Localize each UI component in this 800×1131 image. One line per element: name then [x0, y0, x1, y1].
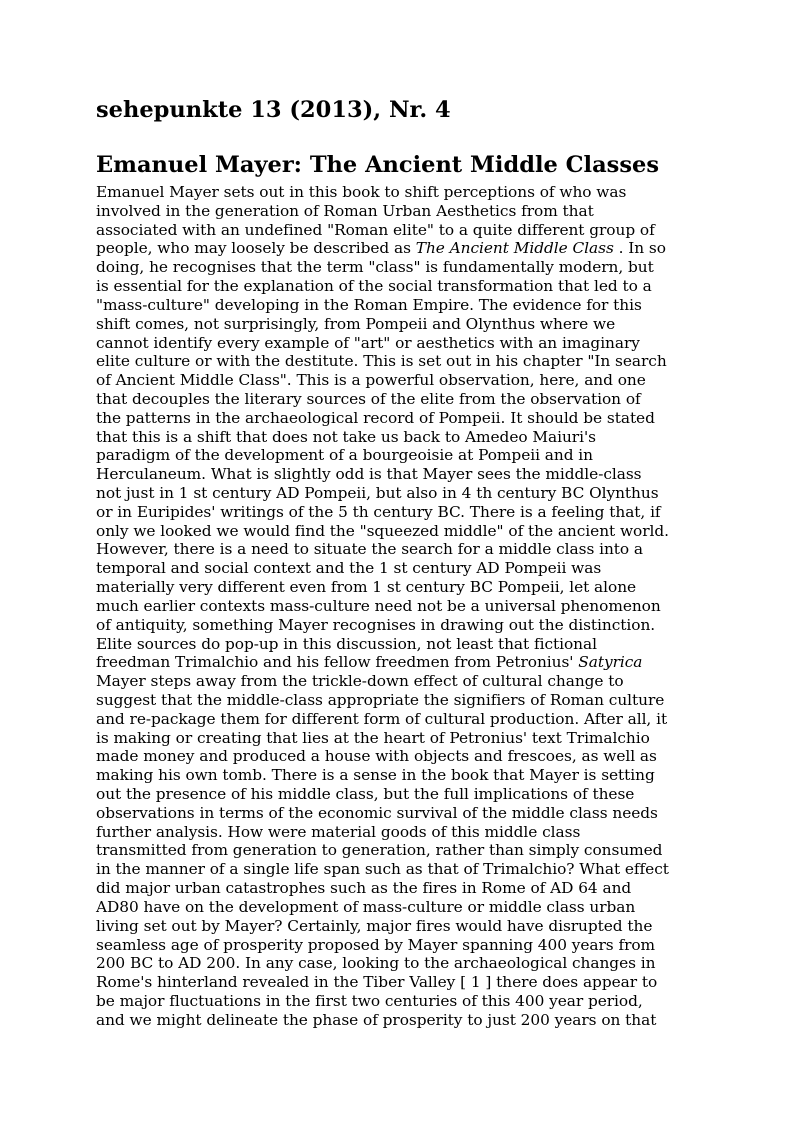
body-text-line: AD80 have on the development of mass-culture or middle class urban — [96, 897, 636, 916]
body-text-line: further analysis. How were material goods of this middle class — [96, 822, 581, 841]
body-text-line: temporal and social context and the 1 st century AD Pompeii was — [96, 559, 602, 578]
body-text-line: or in Euripides' writings of the 5 th century BC. There is a feeling that, if — [96, 502, 661, 521]
body-text-line: that decouples the literary sources of the elite from the observation of — [96, 389, 641, 408]
body-text-line: Mayer steps away from the trickle-down effect of cultural change to — [96, 672, 624, 691]
body-text-line: However, there is a need to situate the search for a middle class into a — [96, 540, 644, 559]
body-text-line: and we might delineate the phase of prosperity to just 200 years on that — [96, 1010, 657, 1029]
body-text-line: suggest that the middle-class appropriate the signifiers of Roman culture — [96, 690, 665, 709]
body-text-line: is making or creating that lies at the heart of Petronius' text Trimalchio — [96, 728, 650, 747]
body-text-line: in the manner of a single life span such as that of Trimalchio? What effect — [96, 860, 669, 879]
body-text-line: paradigm of the development of a bourgeoisie at Pompeii and in — [96, 446, 593, 465]
body-text-line: people, who may loosely be described as The Ancient Middle Class . In so — [96, 239, 666, 258]
body-text-line: associated with an undefined "Roman elite" to a quite different group of — [96, 220, 655, 239]
body-text-line: of Ancient Middle Class". This is a powerful observation, here, and one — [96, 371, 646, 390]
body-text-line: seamless age of prosperity proposed by Mayer spanning 400 years from — [96, 935, 656, 954]
body-text-line: materially very different even from 1 st century BC Pompeii, let alone — [96, 578, 637, 597]
document-page — [96, 92, 708, 1030]
body-text-line: making his own tomb. There is a sense in the book that Mayer is setting — [96, 766, 655, 785]
body-text-line: made money and produced a house with objects and frescoes, as well as — [96, 747, 657, 766]
body-text-line: 200 BC to AD 200. In any case, looking to the archaeological changes in — [96, 954, 656, 973]
body-text-line: "mass-culture" developing in the Roman Empire. The evidence for this — [96, 295, 642, 314]
body-text-line: Herculaneum. What is slightly odd is that Mayer sees the middle-class — [96, 465, 642, 484]
body-text-line: the patterns in the archaeological record of Pompeii. It should be stated — [96, 408, 655, 427]
body-text-line: shift comes, not surprisingly, from Pompeii and Olynthus where we — [96, 314, 616, 333]
body-text-line: living set out by Mayer? Certainly, major fires would have disrupted the — [96, 916, 653, 935]
body-text-line: be major fluctuations in the first two centuries of this 400 year period, — [96, 991, 643, 1010]
italic-title: The Ancient Middle Class — [415, 239, 614, 258]
body-text-line: Emanuel Mayer sets out in this book to shift perceptions of who was — [96, 183, 627, 201]
body-text-line: Rome's hinterland revealed in the Tiber Valley [ 1 ] there does appear to — [96, 973, 658, 992]
journal-title: sehepunkte 13 (2013), Nr. 4 — [96, 97, 451, 123]
italic-title: Satyrica — [578, 653, 643, 672]
article-title: Emanuel Mayer: The Ancient Middle Classes — [96, 152, 659, 178]
body-text-line: cannot identify every example of "art" or aesthetics with an imaginary — [96, 333, 640, 352]
body-text-line: that this is a shift that does not take us back to Amedeo Maiuri's — [96, 427, 596, 446]
body-text-line: Elite sources do pop-up in this discussion, not least that fictional — [96, 634, 597, 653]
body-text-line: involved in the generation of Roman Urban Aesthetics from that — [96, 201, 594, 220]
body-text-line: of antiquity, something Mayer recognises in drawing out the distinction. — [96, 615, 656, 634]
body-text-line: out the presence of his middle class, but the full implications of these — [96, 785, 635, 803]
body-text-line: only we looked we would find the "squeezed middle" of the ancient world. — [96, 521, 669, 540]
body-text-line: did major urban catastrophes such as the fires in Rome of AD 64 and — [96, 879, 632, 898]
body-text-line: is essential for the explanation of the social transformation that led to a — [96, 277, 652, 296]
body-text-line: much earlier contexts mass-culture need not be a universal phenomenon — [96, 596, 661, 615]
body-text-line: doing, he recognises that the term "class" is fundamentally modern, but — [96, 258, 654, 277]
article-body — [96, 183, 708, 1030]
body-text-line: and re-package them for different form of cultural production. After all, it — [96, 709, 668, 728]
body-text-line: freedman Trimalchio and his fellow freedmen from Petronius' Satyrica — [96, 653, 643, 672]
body-text-line: not just in 1 st century AD Pompeii, but also in 4 th century BC Olynthus — [96, 484, 659, 502]
body-text-line: observations in terms of the economic survival of the middle class needs — [96, 803, 658, 822]
body-text-line: elite culture or with the destitute. This is set out in his chapter "In search — [96, 352, 667, 371]
body-text-line: transmitted from generation to generation, rather than simply consumed — [96, 841, 663, 860]
